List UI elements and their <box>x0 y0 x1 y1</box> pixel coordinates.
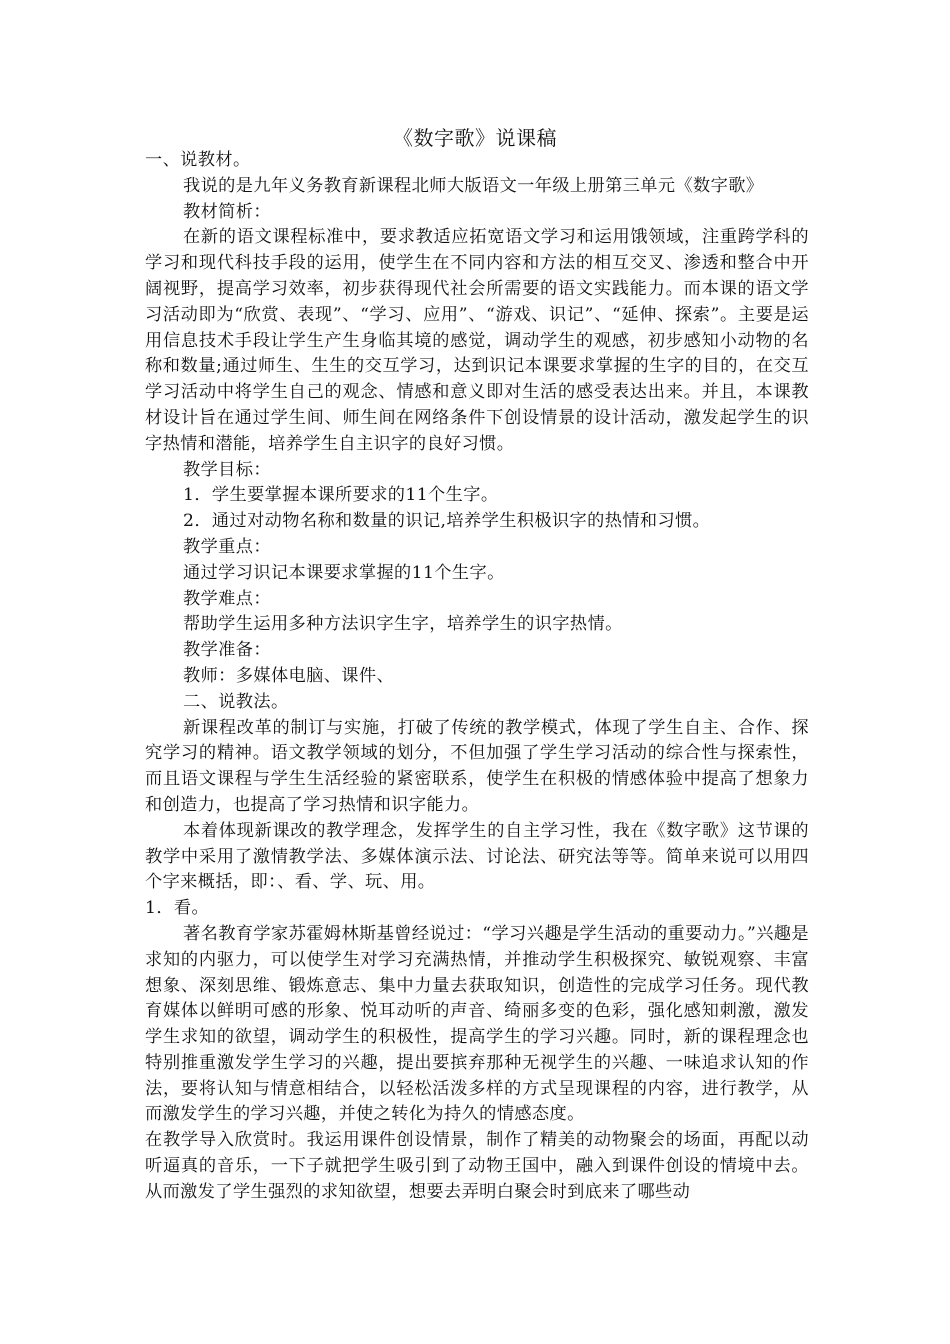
paragraph: 教学目标： <box>183 459 271 480</box>
paragraph: 教学重点： <box>183 536 271 557</box>
paragraph: 一、说教材。 <box>145 150 251 170</box>
paragraph: 在新的语文课程标准中，要求教适应拓宽语文学习和运用饿领域，注重跨学科的学习和现代科技手段的运用，使学生在不同内容和方法的相互交叉、渗透和整合中开阔视野，提高学习效率，初步获得现代社会所需要的语文实践能力。而本课的语文学习活动即为“欣赏、表现”、“学习、应用”、“游戏、识记”、“延伸、探索”。主要是运用信息技术手段让学生产生身临其境的感觉，调动学生的观感，初步感知小动物的名称和数量;通过师生、生生的交互学习，达到识记本课要求掌握的生字的目的，在交互学习活动中将学生自己的观念、情感和意义即对生活的感受表达出来。并且，本课教材设计旨在通过学生间、师生间在网络条件下创设情景的设计活动，激发起学生的识字热情和潜能，培养学生自主识字的良好习惯。 <box>145 227 809 454</box>
paragraph: 二、说教法。 <box>183 691 289 712</box>
paragraph: 教学准备： <box>183 640 271 661</box>
paragraph: 通过学习识记本课要求掌握的11个生字。 <box>183 562 505 583</box>
paragraph: 在教学导入欣赏时。我运用课件创设情景，制作了精美的动物聚会的场面，再配以动听逼真的音乐，一下子就把学生吸引到了动物王国中，融入到课件创设的情境中去。从而激发了学生强烈的求知欲望，想要去弄明白聚会时到底来了哪些动 <box>145 1130 809 1202</box>
paragraph: 教学难点： <box>183 588 271 609</box>
paragraph: 教师：多媒体电脑、课件、 <box>183 665 395 686</box>
document-body <box>145 148 809 1206</box>
paragraph: 帮助学生运用多种方法识字生字，培养学生的识字热情。 <box>183 614 623 635</box>
paragraph: 2．通过对动物名称和数量的识记,培养学生积极识字的热情和习惯。 <box>183 511 711 532</box>
paragraph: 教材简析： <box>183 201 271 222</box>
paragraph: 1．学生要掌握本课所要求的11个生字。 <box>183 485 499 506</box>
document-title: 《数字歌》说课稿 <box>393 126 557 150</box>
paragraph: 著名教育学家苏霍姆林斯基曾经说过：“学习兴趣是学生活动的重要动力。”兴趣是求知的内驱力，可以使学生对学习充满热情，并推动学生积极探究、敏锐观察、丰富想象、深刻思维、锻炼意志、集中力量去获取知识，创造性的完成学习任务。现代教育媒体以鲜明可感的形象、悦耳动听的声音、绮丽多变的色彩，强化感知刺激，激发学生求知的欲望，调动学生的积极性，提高学生的学习兴趣。同时，新的课程理念也特别推重激发学生学习的兴趣，提出要摈弃那种无视学生的兴趣、一味追求认知的作法，要将认知与情意相结合，以轻松活泼多样的方式呈现课程的内容，进行教学，从而激发学生的学习兴趣，并使之转化为持久的情感态度。 <box>145 923 809 1125</box>
paragraph: 新课程改革的制订与实施，打破了传统的教学模式，体现了学生自主、合作、探究学习的精神。语文教学领域的划分，不但加强了学生学习活动的综合性与探索性，而且语文课程与学生生活经验的紧密联系，使学生在积极的情感体验中提高了想象力和创造力，也提高了学习热情和识字能力。 <box>145 717 809 815</box>
paragraph: 我说的是九年义务教育新课程北师大版语文一年级上册第三单元《数字歌》 <box>183 175 764 196</box>
paragraph: 1．看。 <box>145 898 210 919</box>
paragraph: 本着体现新课改的教学理念，发挥学生的自主学习性，我在《数字歌》这节课的教学中采用了激情教学法、多媒体演示法、讨论法、研究法等等。简单来说可以用四个字来概括，即：、看、学、玩、用。 <box>145 820 809 893</box>
